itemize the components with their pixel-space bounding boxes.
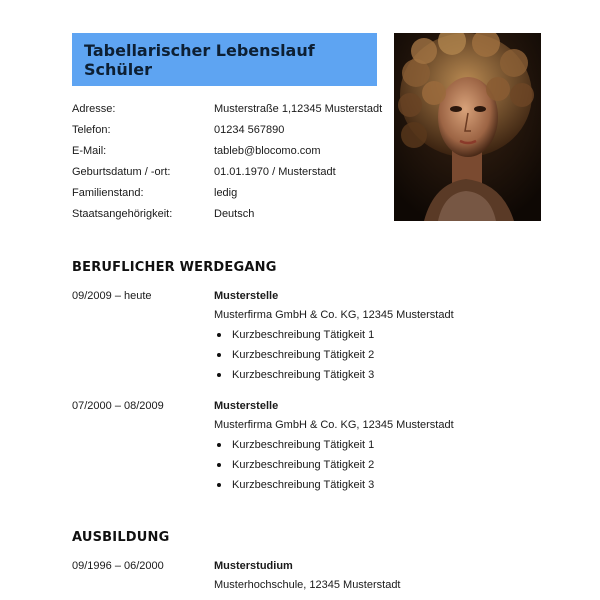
personal-row-marital-status xyxy=(72,187,402,208)
entry-degree: Musterstudium xyxy=(214,560,293,572)
entry-position: Musterstelle xyxy=(214,400,279,412)
entry-body xyxy=(214,400,544,499)
title-box xyxy=(72,33,377,86)
portrait-image xyxy=(394,33,541,221)
entry-company: Musterfirma GmbH & Co. KG, 12345 Musterstadt xyxy=(214,309,454,321)
personal-row-address xyxy=(72,103,402,124)
birth-label: Geburtsdatum / -ort: xyxy=(72,166,171,178)
entry-date: 09/2009 – heute xyxy=(72,290,152,302)
email-label: E-Mail: xyxy=(72,145,107,157)
profile-photo xyxy=(394,33,541,221)
page-title: Tabellarischer Lebenslauf Schüler xyxy=(84,40,315,79)
marital-status-label: Familienstand: xyxy=(72,187,144,199)
nationality-value: Deutsch xyxy=(214,208,255,220)
personal-row-nationality xyxy=(72,208,402,229)
phone-value: 01234 567890 xyxy=(214,124,285,136)
personal-row-email xyxy=(72,145,402,166)
task-item: Kurzbeschreibung Tätigkeit 2 xyxy=(214,459,544,479)
personal-row-birth xyxy=(72,166,402,187)
birth-value: 01.01.1970 / Musterstadt xyxy=(214,166,336,178)
task-list xyxy=(214,329,544,389)
section-title-education: AUSBILDUNG xyxy=(72,530,170,545)
personal-data xyxy=(72,103,402,229)
email-value: tableb@blocomo.com xyxy=(214,145,321,157)
task-item: Kurzbeschreibung Tätigkeit 1 xyxy=(214,439,544,459)
task-item: Kurzbeschreibung Tätigkeit 2 xyxy=(214,349,544,369)
entry-body xyxy=(214,560,544,599)
personal-row-phone xyxy=(72,124,402,145)
section-title-career: BERUFLICHER WERDEGANG xyxy=(72,260,277,275)
task-item: Kurzbeschreibung Tätigkeit 3 xyxy=(214,369,544,389)
task-item: Kurzbeschreibung Tätigkeit 3 xyxy=(214,479,544,499)
entry-school: Musterhochschule, 12345 Musterstadt xyxy=(214,579,401,591)
phone-label: Telefon: xyxy=(72,124,111,136)
entry-position: Musterstelle xyxy=(214,290,279,302)
entry-date: 09/1996 – 06/2000 xyxy=(72,560,164,572)
entry-company: Musterfirma GmbH & Co. KG, 12345 Musterstadt xyxy=(214,419,454,431)
address-value: Musterstraße 1,12345 Musterstadt xyxy=(214,103,383,115)
entry-body xyxy=(214,290,544,389)
nationality-label: Staatsangehörigkeit: xyxy=(72,208,173,220)
entry-date: 07/2000 – 08/2009 xyxy=(72,400,164,412)
marital-status-value: ledig xyxy=(214,187,238,199)
address-label: Adresse: xyxy=(72,103,116,115)
task-item: Kurzbeschreibung Tätigkeit 1 xyxy=(214,329,544,349)
task-list xyxy=(214,439,544,499)
